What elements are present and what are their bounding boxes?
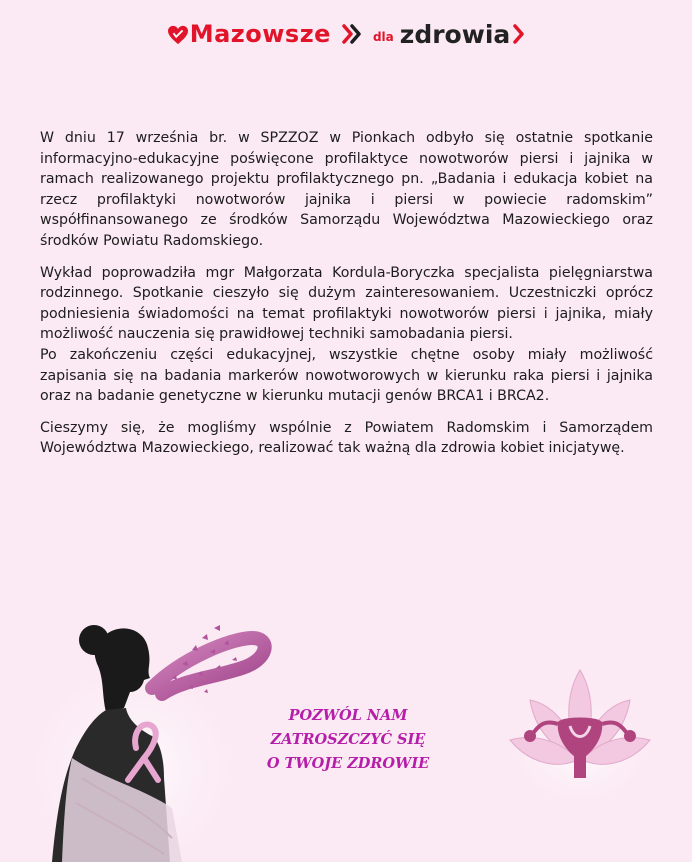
paragraph-intro: W dniu 17 września br. w SPZZOZ w Pionkach odbyło się ostatnie spotkanie informacyjno-edukacyjne poświęcone profilaktyce nowotworów piersi i jajnika w ramach realizowanego projektu profilaktycznego pn. „Badania i edukacja kobiet na rzecz profilaktyki nowotworów jajnika i piersi w powiecie radomskim” współfinansowanego ze środków Samorządu Województwa Mazowieckiego oraz środków Powiatu Radomskiego.: [40, 130, 653, 249]
paragraph-lecture: Wykład poprowadziła mgr Małgorzata Kordula-Boryczka specjalista pielęgniarstwa rodzinnego. Spotkanie cieszyło się dużym zainteresowaniem. Uczestniczki oprócz podniesienia świadomości na temat profilaktyki nowotworów piersi i jajnika, miały możliwość nauczenia się prawidłowej techniki samobadania piersi.: [40, 264, 653, 343]
slogan-line-3: O TWOJE ZDROWIE: [266, 755, 430, 772]
article-body: [40, 128, 653, 470]
woman-pink-ribbon-illustration: [32, 608, 272, 862]
paragraph-closing: Cieszymy się, że mogliśmy wspólnie z Powiatem Radomskim i Samorządem Województwa Mazowieckiego, realizować tak ważną dla zdrowia kobiet inicjatywę.: [40, 419, 653, 457]
header: [0, 14, 692, 54]
heart-icon: [167, 25, 189, 45]
brand-dla: dla: [372, 30, 394, 44]
chevron-right-icon: [513, 23, 525, 45]
slogan-line-2: ZATROSZCZYĆ SIĘ: [270, 731, 426, 748]
brand-zdrowia: zdrowia: [399, 19, 511, 49]
mazowsze-dla-zdrowia-logo: [167, 20, 526, 49]
slogan-line-1: POZWÓL NAM: [288, 707, 408, 724]
brand-name: Mazowsze: [189, 20, 331, 48]
uterus-lotus-illustration: [500, 660, 660, 810]
double-chevron-icon: [341, 23, 363, 45]
paragraph-tests: Po zakończeniu części edukacyjnej, wszystkie chętne osoby miały możliwość zapisania się na badania markerów nowotworowych w kierunku raka piersi i jajnika oraz na badanie genetyczne w kierunku mutacji genów BRCA1 i BRCA2.: [40, 346, 653, 405]
slogan: [248, 704, 448, 776]
